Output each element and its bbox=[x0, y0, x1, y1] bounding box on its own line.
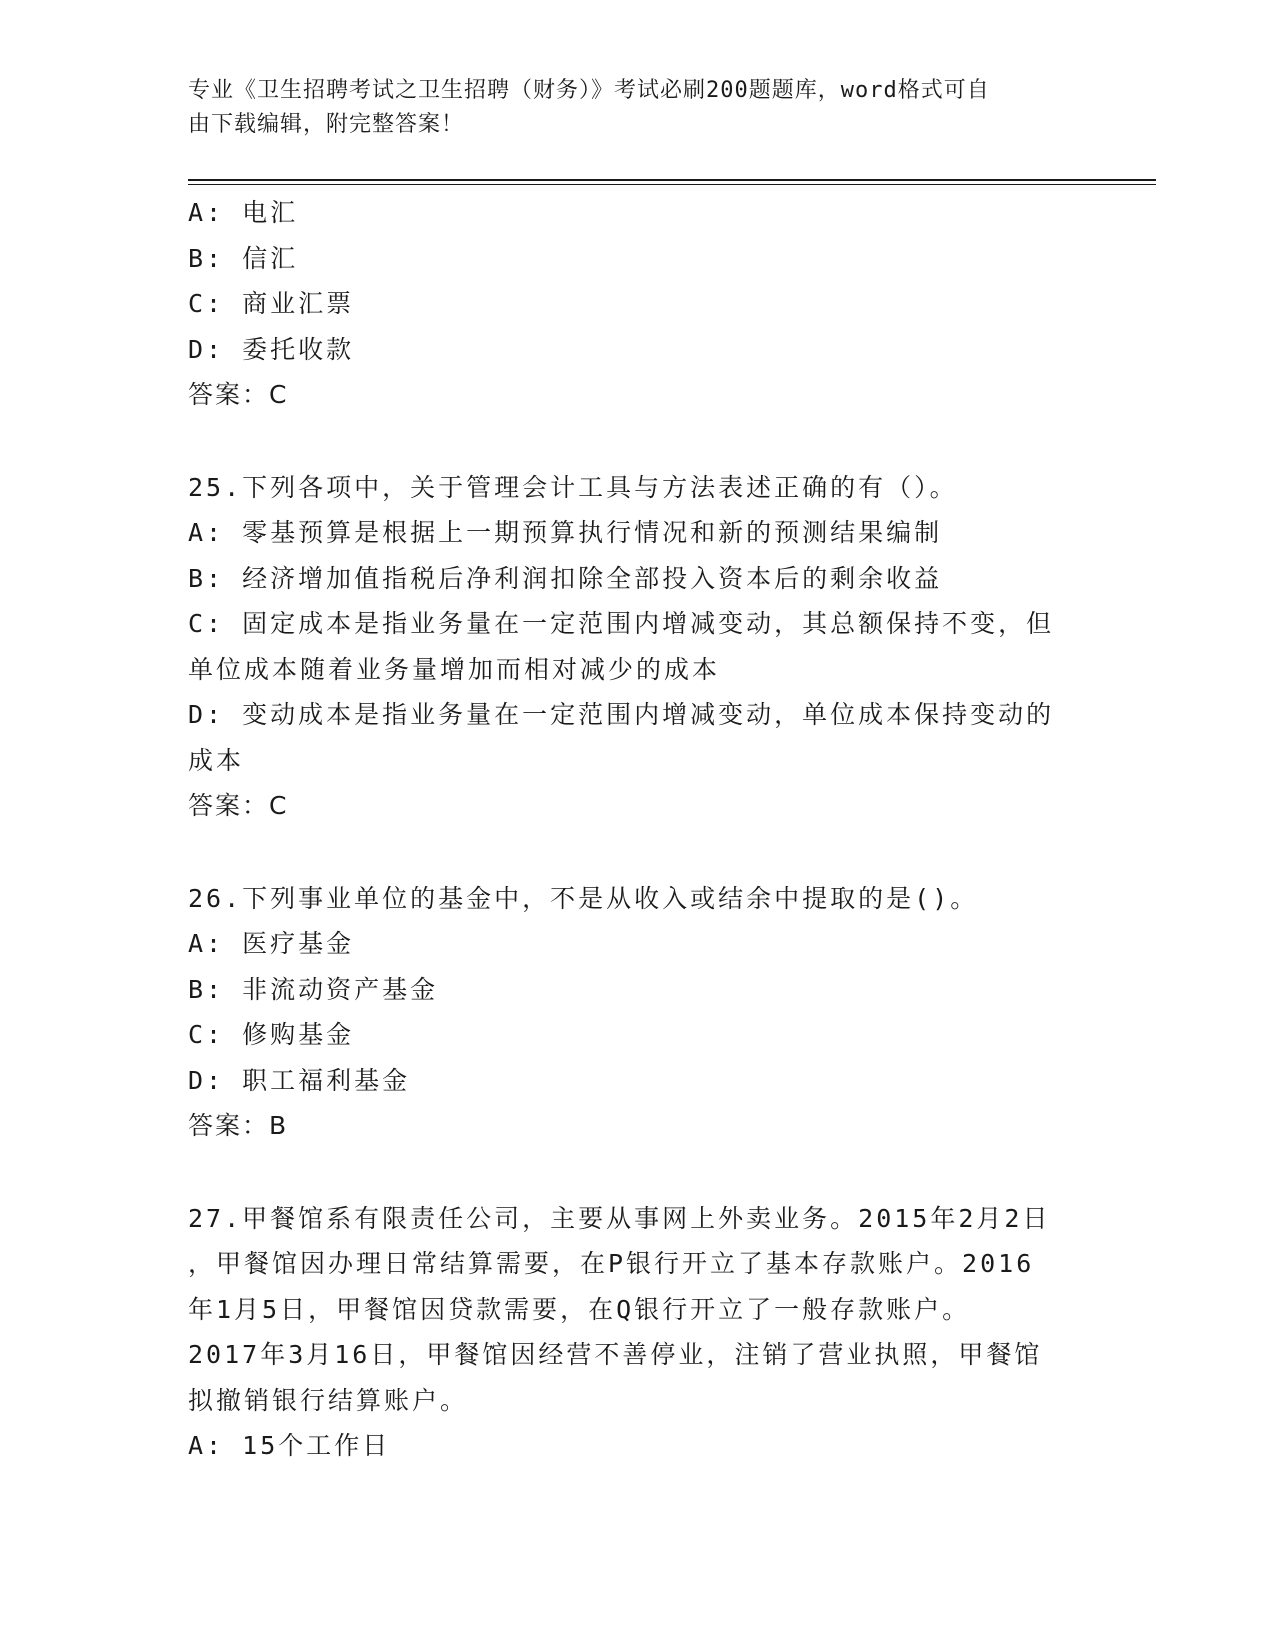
answer-line: 答案：B bbox=[188, 1111, 289, 1140]
header-rule-thick bbox=[188, 179, 1156, 181]
question-stem: 25.下列各项中，关于管理会计工具与方法表述正确的有（）。 bbox=[188, 472, 958, 502]
option-c-continued: 单位成本随着业务量增加而相对减少的成本 bbox=[188, 654, 721, 684]
option-c: C: 固定成本是指业务量在一定范围内增减变动，其总额保持不变，但 bbox=[188, 609, 1055, 638]
option-a: A: 15个工作日 bbox=[188, 1431, 391, 1460]
option-b: B: 非流动资产基金 bbox=[188, 974, 439, 1004]
question-stem-line-5: 拟撤销银行结算账户。 bbox=[188, 1385, 469, 1415]
question-stem: 26.下列事业单位的基金中，不是从收入或结余中提取的是()。 bbox=[188, 883, 979, 913]
option-a: A: 电汇 bbox=[188, 198, 299, 227]
answer-line: 答案：C bbox=[188, 380, 289, 409]
option-d: D: 职工福利基金 bbox=[188, 1065, 411, 1095]
option-b: B: 经济增加值指税后净利润扣除全部投入资本后的剩余收益 bbox=[188, 563, 943, 593]
question-stem-line-1: 27.甲餐馆系有限责任公司，主要从事网上外卖业务。2015年2月2日 bbox=[188, 1203, 1051, 1233]
question-block-27 bbox=[188, 1196, 1088, 1469]
question-stem-line-4: 2017年3月16日，甲餐馆因经营不善停业，注销了营业执照，甲餐馆 bbox=[188, 1340, 1043, 1369]
question-block-26 bbox=[188, 876, 1088, 1149]
option-d: D: 委托收款 bbox=[188, 334, 355, 364]
option-a: A: 医疗基金 bbox=[188, 929, 355, 958]
option-b: B: 信汇 bbox=[188, 243, 299, 273]
question-stem-line-3: 年1月5日，甲餐馆因贷款需要，在Q银行开立了一般存款账户。 bbox=[188, 1294, 971, 1324]
question-block-25 bbox=[188, 465, 1088, 829]
option-a: A: 零基预算是根据上一期预算执行情况和新的预测结果编制 bbox=[188, 518, 943, 547]
question-list bbox=[188, 190, 1088, 1469]
option-c: C: 商业汇票 bbox=[188, 289, 355, 318]
document-header bbox=[188, 74, 1088, 142]
option-c: C: 修购基金 bbox=[188, 1020, 355, 1049]
question-stem-line-2: ，甲餐馆因办理日常结算需要，在P银行开立了基本存款账户。2016 bbox=[188, 1249, 1035, 1278]
option-d: D: 变动成本是指业务量在一定范围内增减变动，单位成本保持变动的 bbox=[188, 700, 1055, 729]
answer-line: 答案：C bbox=[188, 791, 289, 820]
header-line-2: 由下载编辑，附完整答案！ bbox=[188, 112, 465, 137]
header-rule-thin bbox=[188, 184, 1156, 185]
option-d-continued: 成本 bbox=[188, 745, 245, 775]
question-block-24 bbox=[188, 190, 1088, 418]
header-line-1: 专业《卫生招聘考试之卫生招聘（财务）》考试必刷200题题库，word格式可自 bbox=[188, 78, 990, 103]
